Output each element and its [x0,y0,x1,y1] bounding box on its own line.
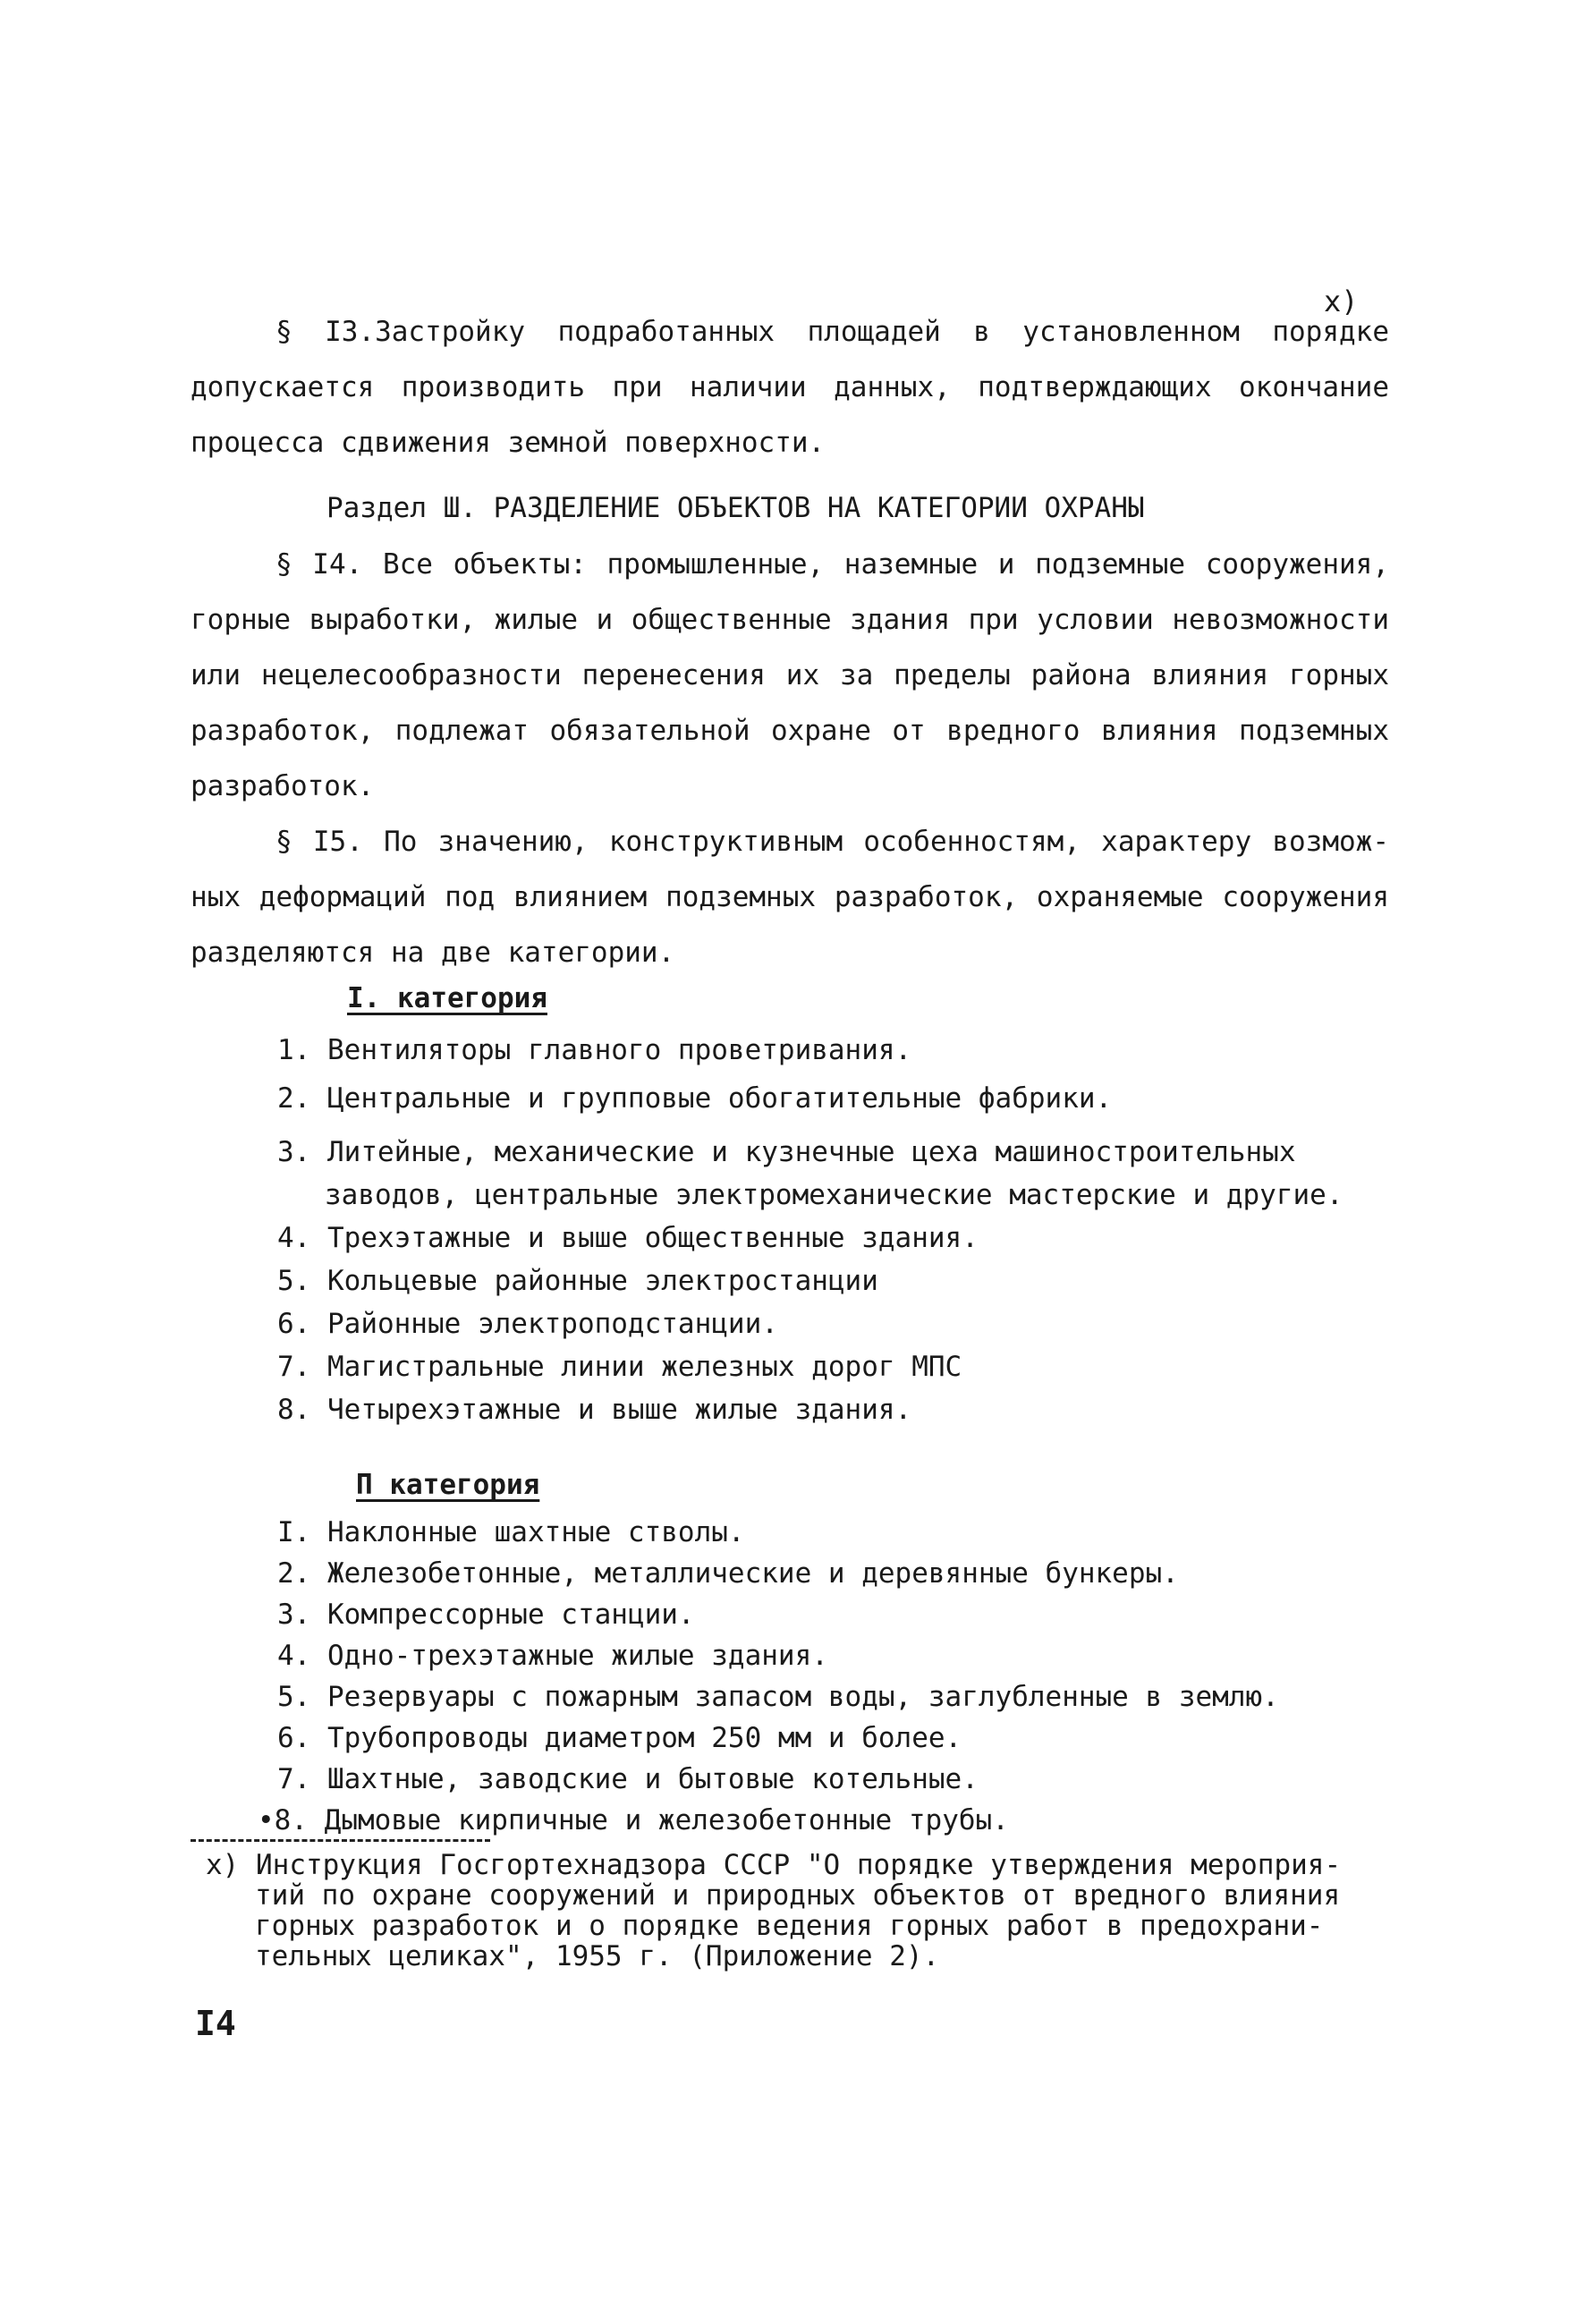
footnote [206,1850,1341,1972]
list-item: 4. Одно-трехэтажные жилые здания. [277,1640,828,1672]
list-item: 3. Литейные, механические и кузнечные цеха машиностроительных [277,1136,1296,1168]
category-1-title: I. категория [347,982,547,1014]
list-item: 8. Четырехэтажные и выше жилые здания. [277,1394,912,1426]
list-item: 6. Районные электроподстанции. [277,1308,778,1340]
list-item: 2. Железобетонные, металлические и деревянные бункеры. [277,1557,1179,1590]
paragraph-13 [191,304,1389,471]
footnote-line1: х) Инструкция Госгортехнадзора СССР "О порядке утверждения мероприя- [206,1849,1342,1881]
para15-line2: ных деформаций под влиянием подземных разработок, охраняемые сооружения [191,881,1389,913]
list-item: 7. Шахтные, заводские и бытовые котельные. [277,1763,979,1795]
category-1-list [277,1029,1343,1431]
para13-line3: процесса сдвижения земной поверхности. [191,427,826,459]
footnote-line2: тий по охране сооружений и природных объектов от вредного влияния [255,1879,1341,1912]
category-2-list [258,1512,1279,1841]
list-item: 7. Магистральные линии железных дорог МПС [277,1351,962,1383]
footnote-line4: тельных целиках", 1955 г. (Приложение 2). [255,1940,940,1972]
list-item: 1. Вентиляторы главного проветривания. [277,1034,912,1066]
para15-line3: разделяются на две категории. [191,937,675,969]
para13-line2: допускается производить при наличии данных, подтверждающих окончание [191,371,1389,403]
page-number: I4 [195,2004,236,2043]
para15-line1: § I5. По значению, конструктивным особенностям, характеру возмож- [275,826,1389,858]
footnote-divider [191,1839,490,1842]
list-item: 2. Центральные и групповые обогатительные фабрики. [277,1082,1113,1115]
list-item: •8. Дымовые кирпичные и железобетонные трубы. [258,1804,1009,1836]
category-2-title: П категория [356,1469,540,1501]
para14-line4: разработок, подлежат обязательной охране от вредного влияния подземных [191,715,1389,747]
list-item: I. Наклонные шахтные стволы. [277,1516,745,1548]
para14-line5: разработок. [191,770,375,802]
list-item: 5. Кольцевые районные электростанции [277,1265,878,1297]
list-item: 6. Трубопроводы диаметром 250 мм и более. [277,1722,962,1754]
para14-line2: горные выработки, жилые и общественные здания при условии невозможности [191,604,1389,636]
paragraph-14 [191,537,1389,814]
para13-line1: § I3.Застройку подработанных площадей в установленном порядке [275,316,1389,348]
section-heading: Раздел Ш. РАЗДЕЛЕНИЕ ОБЪЕКТОВ НА КАТЕГОРИИ ОХРАНЫ [326,492,1145,524]
list-item: 4. Трехэтажные и выше общественные здания. [277,1222,979,1254]
paragraph-15 [191,814,1389,980]
list-item: 3. Компрессорные станции. [277,1599,695,1631]
para14-line3: или нецелесообразности перенесения их за пределы района влияния горных [191,659,1389,691]
list-item: 5. Резервуары с пожарным запасом воды, заглубленные в землю. [277,1681,1279,1713]
footnote-marker: x) [1324,284,1359,318]
para14-line1: § I4. Все объекты: промышленные, наземные и подземные сооружения, [275,548,1389,581]
footnote-line3: горных разработок и о порядке ведения горных работ в предохрани- [255,1910,1324,1942]
list-item: заводов, центральные электромеханические мастерские и другие. [325,1179,1343,1211]
